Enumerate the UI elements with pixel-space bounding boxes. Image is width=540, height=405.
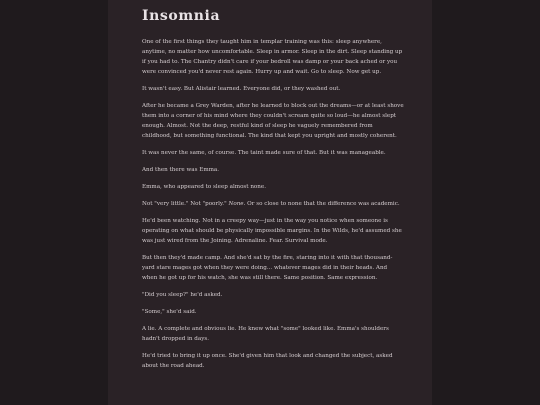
story-text: Not "very little." Not "poorly." [142, 201, 229, 207]
story-column [108, 0, 432, 405]
story-paragraph: One of the first things they taught him in templar training was this: sleep anywhere, anytime, no matter how uncomfortable. Sleep in armor. Sleep in the dirt. Sleep standing up if you had to. The Chantry didn't care if your bedroll was damp or your back ached or you were convinced you'd never rest again. Hurry up and wait. Go to sleep. Now get up. [142, 39, 403, 75]
story-title: Insomnia [142, 8, 221, 24]
story-paragraph: He'd been watching. Not in a creepy way—just in the way you notice when someone is operating on what should be physically impossible margins. In the Wilds, he'd assumed she was just wired from the Joining. Adrenaline. Fear. Survival mode. [142, 218, 402, 244]
story-text: Or so close to none that the difference was academic. [245, 201, 400, 207]
story-paragraph [142, 199, 404, 209]
story-paragraph: It was never the same, of course. The taint made sure of that. But it was manageable. [142, 150, 386, 156]
story-paragraph: He'd tried to bring it up once. She'd given him that look and changed the subject, asked about the road ahead. [142, 353, 393, 369]
story-paragraph: "Some," she'd said. [142, 309, 197, 315]
story-paragraph: It wasn't easy. But Alistair learned. Everyone did, or they washed out. [142, 86, 341, 92]
story-emphasis: None. [228, 201, 246, 207]
story-paragraph: A lie. A complete and obvious lie. He knew what "some" looked like. Emma's shoulders hadn't dropped in days. [142, 326, 389, 342]
story-paragraph: Emma, who appeared to sleep almost none. [142, 184, 266, 190]
story-content [142, 8, 404, 378]
story-paragraph: After he became a Grey Warden, after he learned to block out the dreams—or at least shove them into a corner of his mind where they couldn't scream quite so loud—he almost slept enough. Almost. Not the deep, restful kind of sleep he vaguely remembered from childhood, but something functional. The kind that kept you upright and mostly coherent. [142, 103, 404, 139]
story-paragraph: "Did you sleep?" he'd asked. [142, 292, 223, 298]
story-paragraph: But then they'd made camp. And she'd sat by the fire, staring into it with that thousand-yard stare mages got when they were doing... whatever mages did in their heads. And when he got up for his watch, she was still there. Same position. Same expression. [142, 255, 393, 281]
story-paragraph: And then there was Emma. [142, 167, 220, 173]
